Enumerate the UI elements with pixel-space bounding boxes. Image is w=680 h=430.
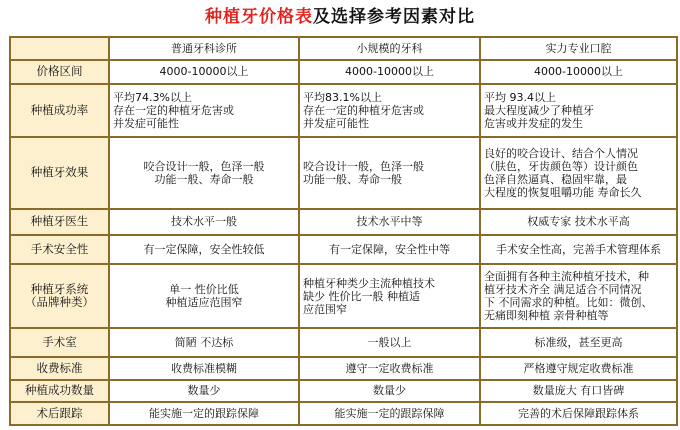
table-cell: 咬合设计一般，色泽一般 功能一般、寿命一般: [299, 137, 480, 209]
table-cell: 能实施一定的跟踪保障: [109, 402, 299, 425]
table-cell: 数量庞大 有口皆碑: [480, 380, 677, 403]
table-row: [10, 137, 677, 209]
table-cell: 有一定保障，安全性较低: [109, 235, 299, 265]
table-cell: 全面拥有各种主流种植牙技术，种 植牙技术齐全 满足适合不同情况 下 不同需求的种植。比如：微创、 无痛即刻种植 亲骨种植等: [480, 264, 677, 328]
table-row: [10, 264, 677, 328]
table-row: [10, 60, 677, 85]
row-label: 种植成功数量: [10, 380, 109, 403]
table-row: [10, 209, 677, 235]
row-label: 价格区间: [10, 60, 109, 85]
table-cell: 标准级，甚至更高: [480, 328, 677, 357]
table-cell: 平均74.3%以上 存在一定的种植牙危害或 并发症可能性: [109, 84, 299, 136]
table-cell: 平均83.1%以上 存在一定的种植牙危害或 并发症可能性: [299, 84, 480, 136]
header-corner: [10, 37, 109, 60]
table-cell: 4000-10000以上: [480, 60, 677, 85]
table-cell: 遵守一定收费标准: [299, 357, 480, 380]
table-cell: 数量少: [109, 380, 299, 403]
table-cell: 一般以上: [299, 328, 480, 357]
table-cell: 4000-10000以上: [109, 60, 299, 85]
table-row: [10, 235, 677, 265]
row-label: 种植牙系统 （品牌种类）: [10, 264, 109, 328]
table-cell: 数量少: [299, 380, 480, 403]
table-cell: 简陋 不达标: [109, 328, 299, 357]
table-header-row: [10, 37, 677, 60]
table-row: [10, 380, 677, 403]
table-cell: 种植牙种类少主流种植技术 缺少 性价比一般 种植适 应范围窄: [299, 264, 480, 328]
comparison-table: [9, 36, 678, 426]
table-cell: 咬合设计一般，色泽一般 功能一般、寿命一般: [109, 137, 299, 209]
header-general-clinic: 普通牙科诊所: [109, 37, 299, 60]
table-row: [10, 84, 677, 136]
table-cell: 技术水平中等: [299, 209, 480, 235]
table-cell: 权威专家 技术水平高: [480, 209, 677, 235]
header-professional: 实力专业口腔: [480, 37, 677, 60]
table-cell: 平均 93.4以上 最大程度减少了种植牙 危害或并发症的发生: [480, 84, 677, 136]
table-cell: 能实施一定的跟踪保障: [299, 402, 480, 425]
title-red: 种植牙价格表: [205, 7, 313, 27]
row-label: 手术室: [10, 328, 109, 357]
table-cell: 有一定保障，安全性中等: [299, 235, 480, 265]
row-label: 术后跟踪: [10, 402, 109, 425]
table-row: [10, 328, 677, 357]
header-small-clinic: 小规模的牙科: [299, 37, 480, 60]
row-label: 手术安全性: [10, 235, 109, 265]
page-title: [0, 0, 680, 34]
table-row: [10, 357, 677, 380]
table-cell: 完善的术后保障跟踪体系: [480, 402, 677, 425]
table-cell: 4000-10000以上: [299, 60, 480, 85]
row-label: 种植牙效果: [10, 137, 109, 209]
table-cell: 技术水平一般: [109, 209, 299, 235]
table-cell: 良好的咬合设计、结合个人情况 （肤色，牙齿颜色等）设计颜色 色泽自然逼真、稳固牢靠，最 大程度的恢复咀嚼功能 寿命长久: [480, 137, 677, 209]
row-label: 收费标准: [10, 357, 109, 380]
row-label: 种植成功率: [10, 84, 109, 136]
table-cell: 收费标准模糊: [109, 357, 299, 380]
table-cell: 严格遵守规定收费标准: [480, 357, 677, 380]
table-cell: 手术安全性高，完善手术管理体系: [480, 235, 677, 265]
table-cell: 单一 性价比低 种植适应范围窄: [109, 264, 299, 328]
table-row: [10, 402, 677, 425]
row-label: 种植牙医生: [10, 209, 109, 235]
title-black: 及选择参考因素对比: [313, 7, 475, 27]
